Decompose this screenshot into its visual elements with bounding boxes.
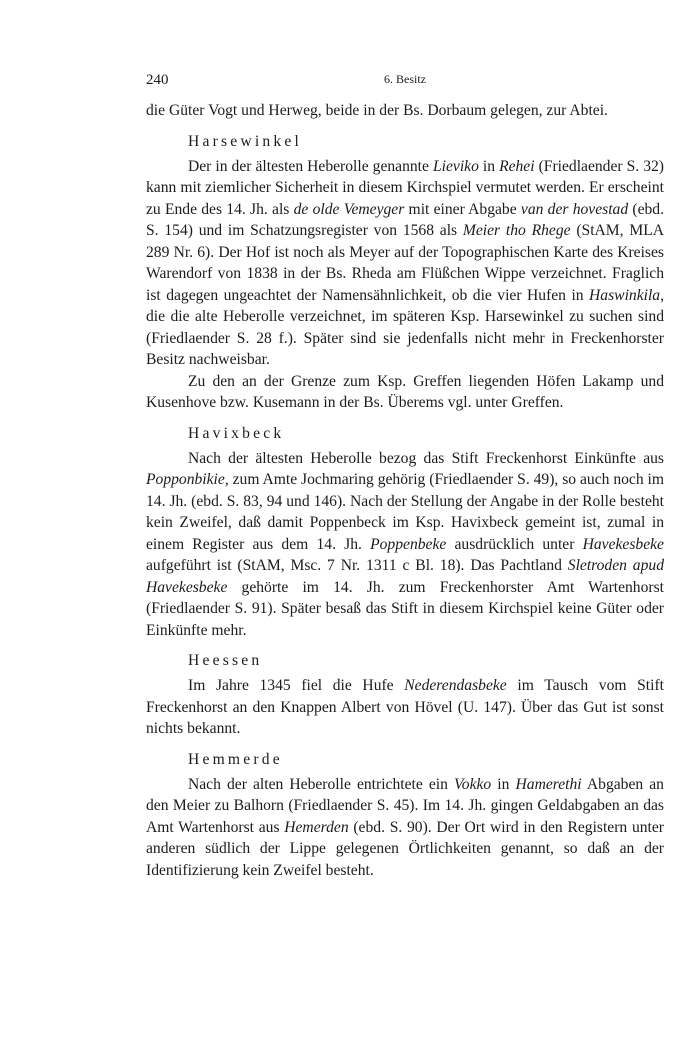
section-heading: Harsewinkel bbox=[188, 132, 303, 150]
paragraph: die Güter Vogt und Herweg, beide in der Bs. Dorbaum gelegen, zur Abtei. bbox=[146, 102, 608, 119]
paragraph: Im Jahre 1345 fiel die Hufe Nederendasbeke im Tausch vom Stift Freckenhorst an den Knappen Albert von Hövel (U. 147). Über das Gut ist sonst nichts bekannt. bbox=[146, 677, 664, 737]
paragraph: Der in der ältesten Heberolle genannte Lieviko in Rehei (Friedlaender S. 32) kann mit ziemlicher Sicherheit in diesem Kirchspiel vermutet werden. Er erscheint zu Ende des 14. Jh. als de olde Vemeyger mit einer Abgabe van der hovestad (ebd. S. 154) und im Schatzungsregister von 1568 als Meier tho Rhege (StAM, MLA 289 Nr. 6). Der Hof ist noch als Meyer auf der Topographischen Karte des Kreises Warendorf von 1838 in der Bs. Rheda am Flüßchen Wippe verzeichnet. Fraglich ist dagegen ungeachtet der Namensähnlichkeit, ob die vier Hufen in Haswinkila, die die alte Heberolle verzeichnet, im späteren Ksp. Harsewinkel zu suchen sind (Friedlaender S. 28 f.). Später sind sie jedenfalls nicht mehr in Freckenhorster Besitz nachweisbar. bbox=[146, 157, 664, 368]
section-heading: Heessen bbox=[188, 652, 263, 669]
section-heading: Havixbeck bbox=[188, 424, 285, 442]
running-title: 6. Besitz bbox=[384, 72, 426, 86]
page-number: 240 bbox=[146, 72, 169, 88]
page-body bbox=[146, 100, 664, 881]
paragraph: Nach der alten Heberolle entrichtete ein Vokko in Hamerethi Abgaben an den Meier zu Balhorn (Friedlaender S. 45). Im 14. Jh. gingen Geldabgaben an das Amt Wartenhorst aus Hemerden (ebd. S. 90). Der Ort wird in den Registern unter anderen südlich der Lippe gelegenen Örtlichkeiten genannt, so daß an der Identifizierung kein Zweifel besteht. bbox=[146, 775, 664, 879]
page-header bbox=[146, 72, 664, 96]
paragraph: Nach der ältesten Heberolle bezog das Stift Freckenhorst Einkünfte aus Popponbikie, zum Amte Jochmaring gehörig (Friedlaender S. 49), so auch noch im 14. Jh. (ebd. S. 83, 94 und 146). Nach der Stellung der Angabe in der Rolle besteht kein Zweifel, daß damit Poppenbeck im Ksp. Havixbeck gemeint ist, zumal in einem Register aus dem 14. Jh. Poppenbeke ausdrücklich unter Havekesbeke aufgeführt ist (StAM, Msc. 7 Nr. 1311 c Bl. 18). Das Pachtland Sletroden apud Havekesbeke gehörte im 14. Jh. zum Freckenhorster Amt Wartenhorst (Friedlaender S. 91). Später besaß das Stift in diesem Kirchspiel keine Güter oder Einkünfte mehr. bbox=[146, 449, 664, 639]
paragraph: Zu den an der Grenze zum Ksp. Greffen liegenden Höfen Lakamp und Kusenhove bzw. Kusemann in der Bs. Überems vgl. unter Greffen. bbox=[146, 372, 664, 411]
section-heading: Hemmerde bbox=[188, 750, 283, 768]
page bbox=[146, 72, 664, 881]
